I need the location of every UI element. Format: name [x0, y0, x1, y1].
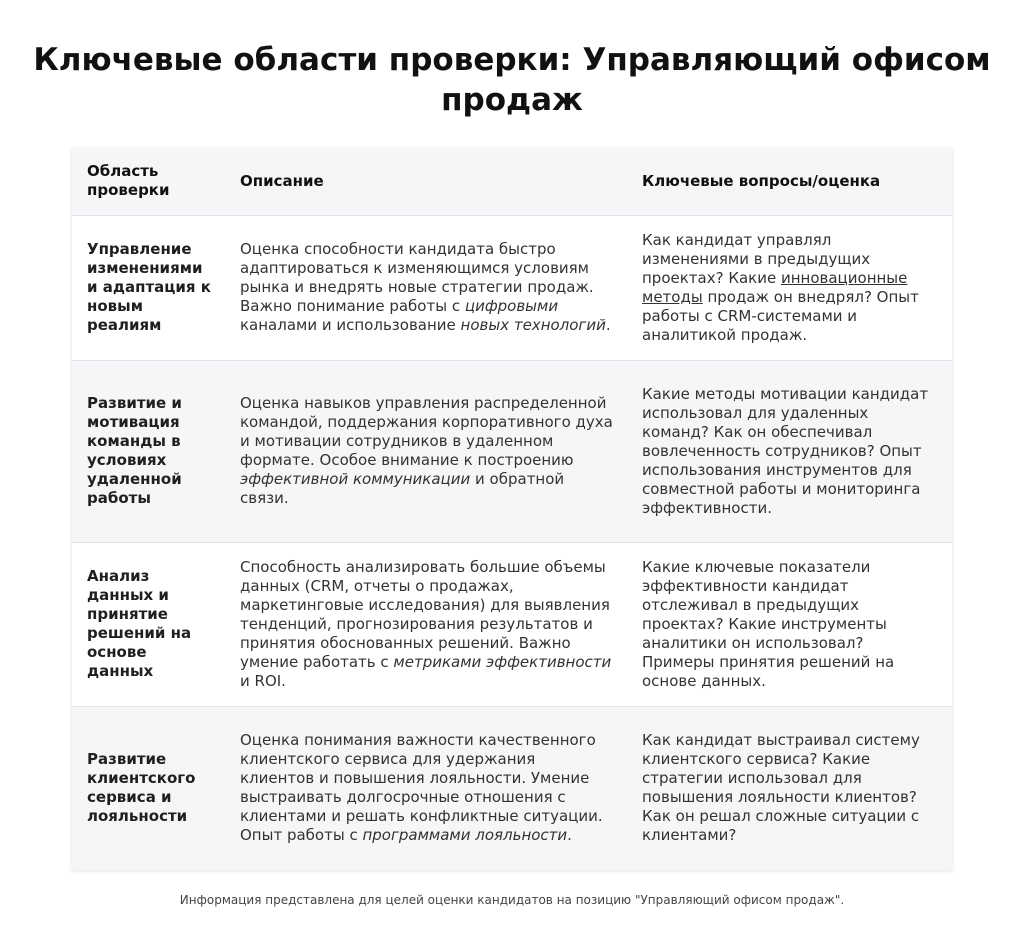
questions-cell — [627, 542, 952, 706]
questions-text: Какие методы мотивации кандидат использовал для удаленных команд? Как он обеспечивал вовлеченность сотрудников? Опыт использования инструментов для совместной работы и мониторинга эффективности. — [642, 384, 929, 517]
footer-note: Информация представлена для целей оценки кандидатов на позицию "Управляющий офисом продаж". — [179, 893, 845, 907]
area-cell: Развитие и мотивация команды в условиях удаленной работы — [87, 394, 182, 507]
description-text: Оценка понимания важности качественного клиентского сервиса для удержания клиентов и повышения лояльности. Умение выстраивать долгосрочные отношения с клиентами и решать конфликтные ситуации. Опыт работы с — [240, 731, 603, 845]
description-emphasis: эффективной коммуникации — [240, 470, 471, 488]
table-row — [72, 706, 952, 870]
questions-cell — [627, 706, 952, 870]
questions-cell — [627, 360, 952, 542]
description-cell — [225, 706, 627, 870]
area-cell: Анализ данных и принятие решений на основе данных — [87, 567, 192, 680]
questions-text: продаж он внедрял? Опыт работы с CRM-системами и аналитикой продаж. — [642, 287, 919, 344]
description-text: Способность анализировать большие объемы данных (CRM, отчеты о продажах, маркетинговые исследования) для выявления тенденций, прогнозирования результатов и принятия обоснованных решений. Важно умение работать с — [240, 557, 610, 671]
description-text: каналами и использование — [240, 316, 461, 334]
table-header-row — [72, 148, 952, 215]
description-emphasis: новых технологий — [460, 316, 606, 334]
description-text: и ROI. — [240, 671, 286, 690]
questions-text: Как кандидат выстраивал систему клиентского сервиса? Какие стратегии использовал для повышения лояльности клиентов? Как он решал сложные ситуации с клиентами? — [642, 731, 920, 845]
table-row — [72, 360, 952, 542]
description-emphasis: метриками эффективности — [393, 652, 612, 671]
description-cell — [225, 360, 627, 542]
description-text: . — [567, 826, 572, 845]
page-title: Ключевые области проверки: Управляющий офисом продаж — [33, 42, 991, 118]
area-cell: Развитие клиентского сервиса и лояльности — [87, 750, 196, 826]
table-row — [72, 542, 952, 706]
assessment-table-container — [72, 148, 952, 870]
assessment-table — [72, 148, 952, 870]
header-area: Область проверки — [72, 148, 225, 215]
description-cell — [225, 542, 627, 706]
description-text: Оценка навыков управления распределенной командой, поддержания корпоративного духа и мотивации сотрудников в удаленном формате. Особое внимание к построению — [240, 394, 613, 469]
description-text: и обратной связи. — [240, 470, 565, 507]
questions-underlined: инновационные методы — [642, 268, 908, 306]
description-cell — [225, 215, 627, 360]
description-emphasis: цифровыми — [464, 297, 559, 315]
header-questions: Ключевые вопросы/оценка — [627, 148, 952, 215]
questions-text: Какие ключевые показатели эффективности кандидат отслеживал в предыдущих проектах? Какие инструменты аналитики он использовал? Примеры принятия решений на основе данных. — [642, 557, 895, 690]
description-text: Оценка способности кандидата быстро адаптироваться к изменяющимся условиям рынка и внедрять новые стратегии продаж. Важно понимание работы с — [240, 240, 594, 315]
questions-cell — [627, 215, 952, 360]
description-text: . — [605, 316, 611, 334]
area-cell: Управление изменениями и адаптация к новым реалиям — [87, 240, 211, 334]
description-emphasis: программами лояльности — [362, 826, 568, 845]
table-row — [72, 215, 952, 360]
questions-text: Как кандидат управлял изменениями в предыдущих проектах? Какие — [642, 230, 871, 287]
header-description: Описание — [225, 148, 627, 215]
